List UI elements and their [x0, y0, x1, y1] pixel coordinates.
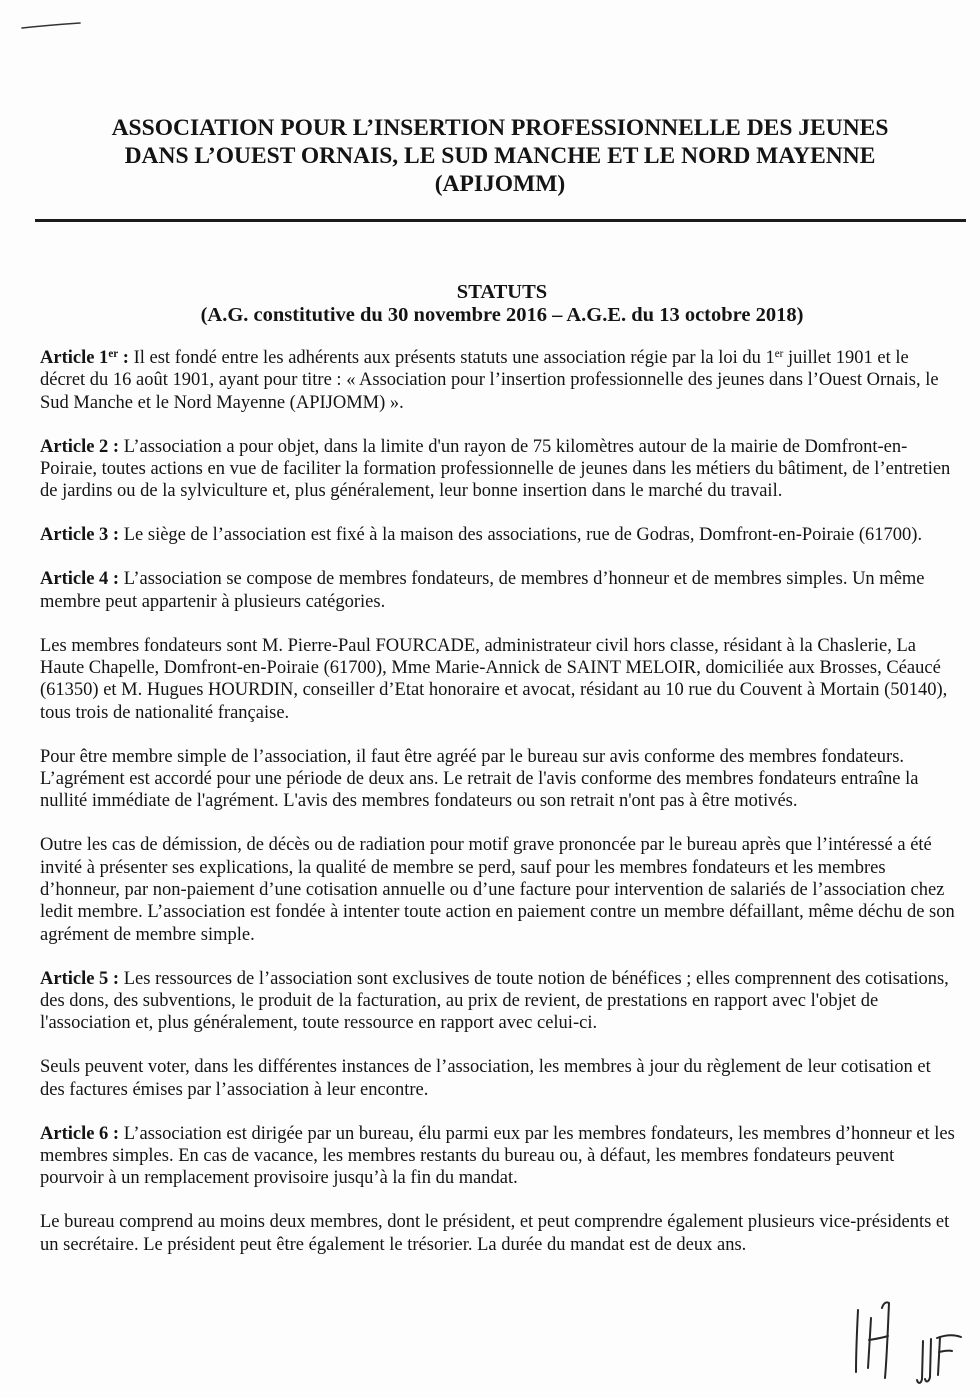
superscript: er — [774, 347, 784, 360]
line-text: L’agrément est accordé pour une période de deux ans. Le retrait de l'avis conforme des membres fondateurs entraîne la — [40, 768, 919, 789]
text-line — [40, 369, 970, 391]
pen-stroke — [937, 1335, 961, 1338]
title-line: DANS L’OUEST ORNAIS, LE SUD MANCHE ET LE NORD MAYENNE — [124, 143, 876, 169]
pen-stroke — [22, 23, 80, 28]
line-text: invité à présenter ses explications, la qualité de membre se perd, sauf pour les membres fondateurs et les membres — [40, 857, 886, 878]
handwritten-initials — [845, 1295, 975, 1390]
text-line — [40, 968, 970, 990]
text-line — [40, 1145, 970, 1167]
line-text: juillet 1901 et le — [783, 348, 909, 368]
statutes-subheading: (A.G. constitutive du 30 novembre 2016 – A.G.E. du 13 octobre 2018) — [200, 304, 804, 326]
text-line — [40, 768, 970, 790]
line-text: un secrétaire. Le président peut être également le trésorier. La durée du mandat est de deux ans. — [40, 1234, 747, 1255]
title-acronym: (APIJOMM) — [434, 171, 566, 197]
line-text: nullité immédiate de l'agrément. L'avis des membres fondateurs ou son retrait n'ont pas à être motivés. — [40, 791, 798, 812]
article-paragraph — [40, 568, 970, 613]
text-line — [40, 1234, 970, 1256]
text-line — [40, 924, 970, 946]
line-text: Outre les cas de démission, de décès ou de radiation pour motif grave prononcée par le bureau après que l’intéressé a été — [40, 835, 932, 856]
line-text: Le siège de l’association est fixé à la maison des associations, rue de Godras, Domfront-en-Poiraie (61700). — [119, 525, 923, 546]
pen-stroke — [939, 1351, 952, 1352]
text-line — [40, 790, 970, 812]
article-paragraph — [40, 347, 970, 414]
text-line — [40, 1079, 970, 1101]
body-paragraph — [40, 1056, 970, 1101]
line-text: L’association a pour objet, dans la limite d'un rayon de 75 kilomètres autour de la mairie de Domfront-en- — [119, 436, 908, 457]
article-label: Article 2 : — [40, 436, 120, 457]
line-text: décret du 16 août 1901, ayant pour titre : « Association pour l’insertion professionnelle des jeunes dans l’Ouest Ornais, le — [40, 370, 939, 391]
line-text: des dons, des subventions, le produit de la facturation, au prix de revient, de prestations en rapport avec l'objet de — [40, 991, 879, 1012]
line-text: Le bureau comprend au moins deux membres, dont le président, et peut comprendre également plusieurs vice-présidents et — [40, 1212, 950, 1233]
initials-first — [856, 1302, 889, 1378]
article-paragraph — [40, 436, 970, 503]
statutes-heading-block — [40, 281, 964, 327]
article-label: Article 3 : — [40, 525, 120, 546]
article-paragraph — [40, 968, 970, 1035]
text-line — [40, 347, 970, 369]
text-line — [40, 702, 970, 724]
pen-stroke — [869, 1336, 888, 1340]
line-text: membre peut appartenir à plusieurs catégories. — [40, 591, 386, 612]
line-text: Les ressources de l’association sont exclusives de toute notion de bénéfices ; elles comprennent des cotisations, — [119, 968, 949, 989]
article-label: Article 6 : — [40, 1123, 120, 1144]
pen-stroke — [882, 1302, 889, 1378]
line-text: ledit membre. L’association est fondée à intenter toute action en paiement contre un membre défaillant, même déchu de son — [40, 902, 955, 923]
article-paragraph — [40, 524, 970, 546]
line-text: membres simples. En cas de vacance, les membres restants du bureau ou, à défaut, les membres fondateurs peuvent — [40, 1146, 895, 1167]
text-line — [40, 480, 970, 502]
article-label: Article 5 : — [40, 968, 120, 989]
line-text: Sud Manche et le Nord Mayenne (APIJOMM) ». — [40, 392, 404, 413]
text-line — [40, 568, 970, 590]
line-text: Il est fondé entre les adhérents aux présents statuts une association régie par la loi du 1 — [128, 348, 775, 368]
text-line — [40, 1012, 970, 1034]
line-text: (61350) et M. Hugues HOURDIN, conseiller d’Etat honoraire et avocat, résidant au 10 rue du Couvent à Mortain (50140), — [40, 680, 948, 701]
text-line — [40, 857, 970, 879]
text-line — [40, 524, 970, 546]
body-paragraph — [40, 1211, 970, 1256]
text-line — [40, 746, 970, 768]
text-line — [40, 990, 970, 1012]
line-text: tous trois de nationalité française. — [40, 702, 290, 723]
line-text: L’association se compose de membres fondateurs, de membres d’honneur et de membres simples. Un même — [119, 569, 925, 590]
pen-stroke — [917, 1341, 923, 1383]
line-text: Poiraie, toutes actions en vue de faciliter la formation professionnelle de jeunes dans les métiers du bâtiment, de l’entretien — [40, 459, 951, 480]
line-text: Seuls peuvent voter, dans les différentes instances de l’association, les membres à jour du règlement de leur cotisation et — [40, 1057, 931, 1078]
text-line — [40, 1211, 970, 1233]
text-line — [40, 834, 970, 856]
text-line — [40, 1123, 970, 1145]
line-text: Haute Chapelle, Domfront-en-Poiraie (61700), Mme Marie-Annick de SAINT MELOIR, domiciliée aux Brosses, Céaucé — [40, 657, 941, 678]
line-text: l'association et, plus généralement, toute ressource en rapport avec celui-ci. — [40, 1013, 598, 1034]
body-paragraph — [40, 834, 970, 946]
body-paragraph — [40, 746, 970, 813]
pen-stroke — [868, 1318, 871, 1368]
line-text: des factures émises par l’association à leur encontre. — [40, 1079, 429, 1100]
association-title — [35, 114, 965, 198]
line-text: Les membres fondateurs sont M. Pierre-Paul FOURCADE, administrateur civil hors classe, résidant à la Chaslerie, La — [40, 635, 916, 656]
body-paragraph — [40, 635, 970, 725]
title-divider — [35, 219, 966, 222]
pen-stroke — [925, 1339, 931, 1381]
line-text: L’association est dirigée par un bureau, élu parmi eux par les membres fondateurs, les membres d’honneur et les — [119, 1123, 955, 1144]
line-text: d’honneur, par non-paiement d’une cotisation annuelle ou d’une facture pour intervention de salariés de l’association chez — [40, 880, 945, 901]
line-text: agrément de membre simple. — [40, 924, 255, 945]
text-line — [40, 436, 970, 458]
line-text: Pour être membre simple de l’association, il faut être agréé par le bureau sur avis conforme des membres fondateurs. — [40, 746, 905, 767]
article-label: : — [118, 348, 129, 368]
statutes-body — [40, 347, 970, 1278]
scan-pen-mark — [0, 0, 100, 50]
text-line — [40, 392, 970, 414]
text-line — [40, 1167, 970, 1189]
text-line — [40, 458, 970, 480]
title-line: ASSOCIATION POUR L’INSERTION PROFESSIONNELLE DES JEUNES — [111, 115, 889, 141]
text-line — [40, 879, 970, 901]
line-text: pourvoir à un remplacement provisoire jusqu’à la fin du mandat. — [40, 1168, 518, 1189]
text-line — [40, 901, 970, 923]
text-line — [40, 679, 970, 701]
article-label: Article 1 — [40, 348, 109, 368]
line-text: de jardins ou de la sylviculture et, plus généralement, leur bonne insertion dans le marché du travail. — [40, 481, 783, 502]
pen-stroke — [856, 1310, 858, 1372]
statutes-heading: STATUTS — [456, 281, 548, 303]
text-line — [40, 657, 970, 679]
text-line — [40, 1056, 970, 1078]
article-label: Article 4 : — [40, 569, 120, 590]
superscript: er — [108, 347, 119, 360]
initials-second — [917, 1335, 961, 1383]
text-line — [40, 635, 970, 657]
text-line — [40, 591, 970, 613]
pen-stroke — [938, 1337, 940, 1375]
article-paragraph — [40, 1123, 970, 1190]
